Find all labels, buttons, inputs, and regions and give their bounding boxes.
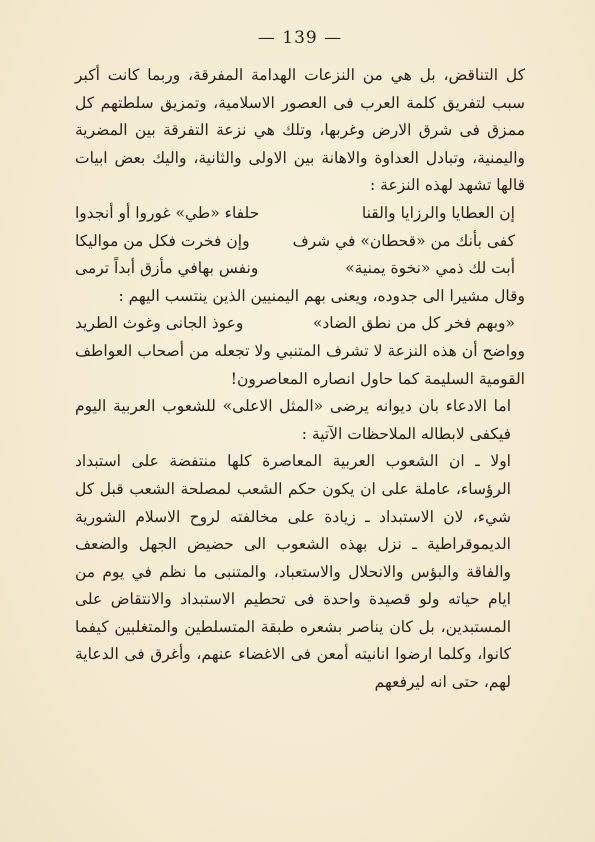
verse-group-2 — [75, 310, 525, 338]
verse-hemistich-right: «وبهم فخر كل من نطق الضاد» — [312, 314, 515, 333]
verse-line — [75, 228, 525, 256]
paragraph-conclusion: وواضح أن هذه النزعة لا تشرف المتنبي ولا تجعله من أصحاب العواطف القومية السليمة كما حاول انصاره المعاصرون! — [75, 341, 525, 388]
verse-hemistich-right: أبت لك ذمي «نخوة يمنية» — [345, 259, 515, 278]
paragraph-first-point: اولا ـ ان الشعوب العربية المعاصرة كلها منتفضة على استبداد الرؤساء، عاملة على ان يكون حكم الشعب لمصلحة الشعب قبل كل شيء، لان الاستبداد ـ زيادة على مخالفته لروح الاسلام الشورية الديموقراطية ـ نزل بهذه الشعوب الى حضيض الجهل والضعف والفاقة والبؤس والانحلال والاستعباد، والمتنبى ما نظم في يوم من ايام حياته ولو قصيدة واحدة فى تحطيم الاستبداد والانتقاض على المستبدين، بل كان يناصر بشعره طبقة المتسلطين والمتغلبين كيفما كانوا، وكلما ارضوا انانيته أمعن فى الاغضاء عنهم، وأغرق فى الدعاية لهم، حتى انه ليرفعهم — [75, 452, 511, 692]
verse-line — [75, 310, 525, 338]
verse-line — [75, 200, 525, 228]
paragraph-ancestors: وقال مشيرا الى جدوده، ويعنى بهم اليمنيين الذين ينتسب اليهم : — [118, 286, 525, 305]
verse-group-1 — [75, 200, 525, 283]
verse-hemistich-right: كفى بأنك من «قحطان» في شرف — [292, 231, 515, 250]
paragraph-intro: كل التناقض، بل هي من النزعات الهدامة المفرقة، وربما كانت أكبر سبب لتفريق كلمة العرب فى العصور الاسلامية، وتمزيق سلطتهم كل ممزق فى شرق الارض وغربها، وتلك هي نزعة التفرقة بين المضرية واليمنية، وتبادل العداوة والاهانة بين الاولى والثانية، واليك بعض ابيات قالها تشهد لهذه النزعة : — [75, 66, 525, 195]
verse-hemistich-left: حلفاء «طي» غوروا أو أنجدوا — [75, 203, 260, 222]
page-number: — 139 — — [257, 28, 343, 48]
verse-hemistich-left: وإن فخرت فكل من مواليكا — [75, 231, 250, 250]
verse-line — [75, 255, 525, 283]
verse-hemistich-left: ونفس بهافي مأزق أبداً ترمى — [75, 259, 259, 278]
page-body — [75, 62, 525, 697]
verse-hemistich-right: إن العطايا والرزايا والقنا — [361, 203, 515, 222]
paragraph-claim: اما الادعاء بان ديوانه يرضى «المثل الاعلى» للشعوب العربية اليوم فيكفى لابطاله الملاحظات الآتية : — [75, 397, 511, 443]
verse-hemistich-left: وعوذ الجانى وغوث الطريد — [75, 314, 244, 333]
